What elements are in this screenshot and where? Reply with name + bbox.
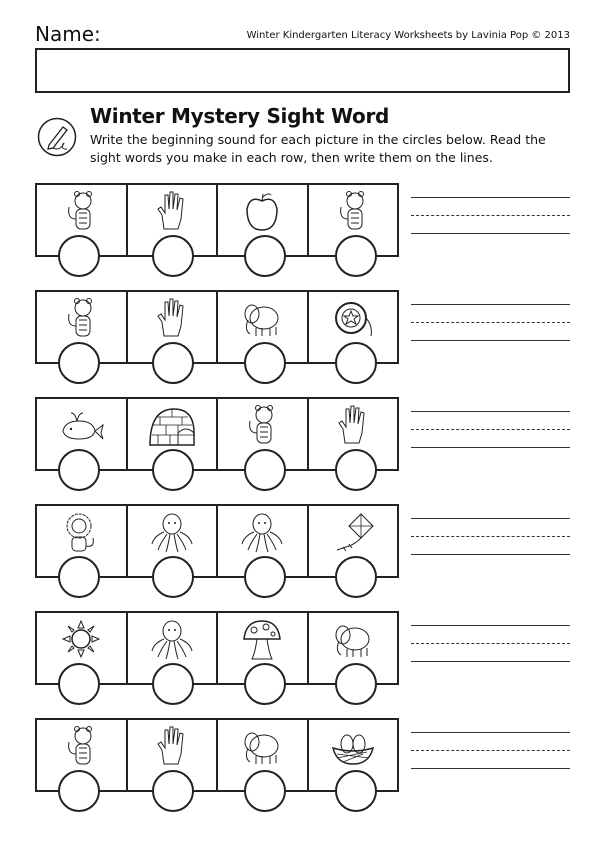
elephant-icon bbox=[329, 617, 377, 661]
writing-lines[interactable] bbox=[411, 518, 570, 572]
igloo-icon bbox=[148, 403, 196, 447]
hand-icon bbox=[148, 189, 196, 233]
top-line bbox=[411, 411, 570, 412]
letter-circle-input[interactable] bbox=[335, 235, 377, 277]
word-row bbox=[35, 290, 575, 400]
letter-circle-input[interactable] bbox=[58, 663, 100, 705]
word-row bbox=[35, 397, 575, 507]
letter-circle-input[interactable] bbox=[335, 556, 377, 598]
tiger-icon bbox=[329, 189, 377, 233]
worksheet-title: Winter Mystery Sight Word bbox=[90, 104, 390, 128]
letter-circle-input[interactable] bbox=[244, 556, 286, 598]
apple-icon bbox=[238, 189, 286, 233]
octopus-icon bbox=[148, 510, 196, 554]
letter-circle-input[interactable] bbox=[152, 663, 194, 705]
mid-dashed-line bbox=[411, 429, 570, 430]
whale-icon bbox=[57, 403, 105, 447]
base-line bbox=[411, 661, 570, 662]
nest-icon bbox=[329, 724, 377, 768]
pencil-icon bbox=[37, 117, 77, 157]
writing-lines[interactable] bbox=[411, 411, 570, 465]
mid-dashed-line bbox=[411, 536, 570, 537]
letter-circle-input[interactable] bbox=[335, 342, 377, 384]
writing-lines[interactable] bbox=[411, 304, 570, 358]
word-row bbox=[35, 611, 575, 721]
letter-circle-input[interactable] bbox=[152, 556, 194, 598]
mushroom-icon bbox=[238, 617, 286, 661]
base-line bbox=[411, 340, 570, 341]
base-line bbox=[411, 768, 570, 769]
base-line bbox=[411, 554, 570, 555]
word-row bbox=[35, 504, 575, 614]
tiger-icon bbox=[57, 724, 105, 768]
mid-dashed-line bbox=[411, 643, 570, 644]
word-row bbox=[35, 718, 575, 828]
writing-lines[interactable] bbox=[411, 197, 570, 251]
lion-icon bbox=[57, 510, 105, 554]
letter-circle-input[interactable] bbox=[244, 235, 286, 277]
top-line bbox=[411, 197, 570, 198]
letter-circle-input[interactable] bbox=[244, 342, 286, 384]
writing-lines[interactable] bbox=[411, 732, 570, 786]
mid-dashed-line bbox=[411, 750, 570, 751]
name-input-box[interactable] bbox=[35, 48, 570, 93]
hand-icon bbox=[148, 296, 196, 340]
credit-text: Winter Kindergarten Literacy Worksheets by Lavinia Pop © 2013 bbox=[246, 30, 570, 41]
top-line bbox=[411, 518, 570, 519]
kite-icon bbox=[329, 510, 377, 554]
name-label: Name: bbox=[35, 22, 101, 46]
tiger-icon bbox=[238, 403, 286, 447]
letter-circle-input[interactable] bbox=[152, 449, 194, 491]
letter-circle-input[interactable] bbox=[152, 342, 194, 384]
base-line bbox=[411, 233, 570, 234]
mid-dashed-line bbox=[411, 215, 570, 216]
word-row bbox=[35, 183, 575, 293]
letter-circle-input[interactable] bbox=[58, 449, 100, 491]
letter-circle-input[interactable] bbox=[335, 770, 377, 812]
letter-circle-input[interactable] bbox=[58, 235, 100, 277]
top-line bbox=[411, 732, 570, 733]
top-line bbox=[411, 625, 570, 626]
letter-circle-input[interactable] bbox=[152, 235, 194, 277]
tiger-icon bbox=[57, 296, 105, 340]
letter-circle-input[interactable] bbox=[152, 770, 194, 812]
letter-circle-input[interactable] bbox=[58, 556, 100, 598]
top-line bbox=[411, 304, 570, 305]
letter-circle-input[interactable] bbox=[58, 342, 100, 384]
octopus-icon bbox=[238, 510, 286, 554]
letter-circle-input[interactable] bbox=[335, 449, 377, 491]
base-line bbox=[411, 447, 570, 448]
letter-circle-input[interactable] bbox=[335, 663, 377, 705]
instructions: Write the beginning sound for each picture in the circles below. Read the sight words you make in each row, then write them on the lines. bbox=[90, 132, 546, 165]
yoyo-icon bbox=[329, 296, 377, 340]
letter-circle-input[interactable] bbox=[244, 449, 286, 491]
tiger-icon bbox=[57, 189, 105, 233]
letter-circle-input[interactable] bbox=[58, 770, 100, 812]
hand-icon bbox=[329, 403, 377, 447]
octopus-icon bbox=[148, 617, 196, 661]
sun-icon bbox=[57, 617, 105, 661]
letter-circle-input[interactable] bbox=[244, 770, 286, 812]
elephant-icon bbox=[238, 724, 286, 768]
letter-circle-input[interactable] bbox=[244, 663, 286, 705]
elephant-icon bbox=[238, 296, 286, 340]
mid-dashed-line bbox=[411, 322, 570, 323]
writing-lines[interactable] bbox=[411, 625, 570, 679]
hand-icon bbox=[148, 724, 196, 768]
